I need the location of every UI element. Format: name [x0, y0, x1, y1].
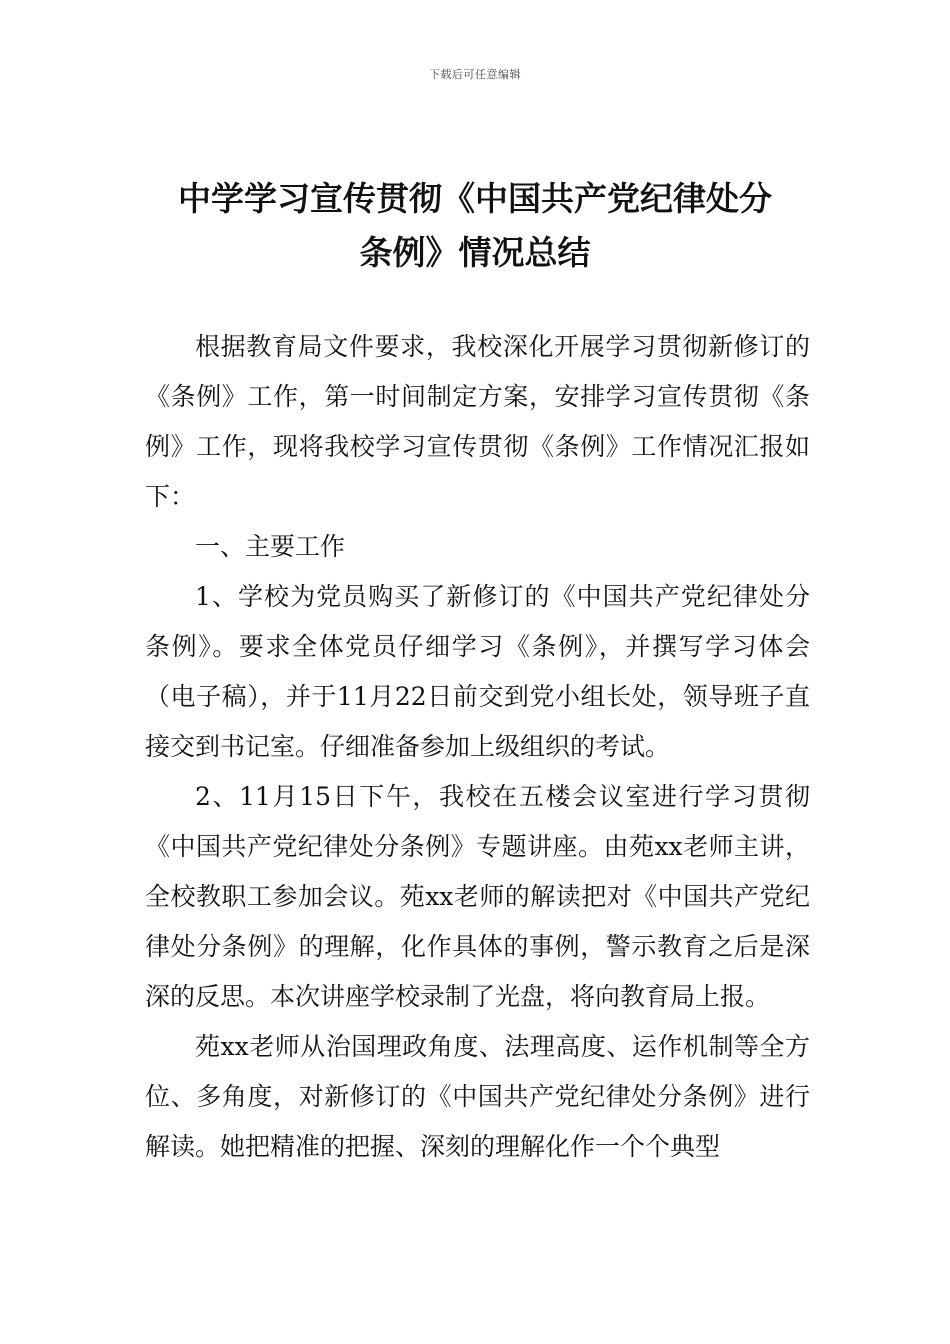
title-line-1: 中学学习宣传贯彻《中国共产党纪律处分 [178, 179, 772, 218]
document-body [145, 322, 810, 1172]
header-note: 下载后可任意编辑 [429, 68, 521, 81]
document-title [120, 172, 830, 280]
paragraph-lecture-detail: 苑xx老师从治国理政角度、法理高度、运作机制等全方位、多角度，对新修订的《中国共产党纪律处分条例》进行解读。她把精准的把握、深刻的理解化作一个个典型 [145, 1032, 810, 1161]
paragraph-item-2: 2、11月15日下午，我校在五楼会议室进行学习贯彻《中国共产党纪律处分条例》专题讲座。由苑xx老师主讲，全校教职工参加会议。苑xx老师的解读把对《中国共产党纪律处分条例》的理解，化作具体的事例，警示教育之后是深深的反思。本次讲座学校录制了光盘，将向教育局上报。 [145, 782, 810, 1011]
title-line-2: 条例》情况总结 [359, 233, 591, 272]
paragraph-item-1: 1、学校为党员购买了新修订的《中国共产党纪律处分条例》。要求全体党员仔细学习《条例》，并撰写学习体会（电子稿），并于11月22日前交到党小组长处，领导班子直接交到书记室。仔细准备参加上级组织的考试。 [145, 582, 810, 761]
section-heading-main-work: 一、主要工作 [195, 532, 346, 561]
paragraph-intro: 根据教育局文件要求，我校深化开展学习贯彻新修订的《条例》工作，第一时间制定方案，安排学习宣传贯彻《条例》工作，现将我校学习宣传贯彻《条例》工作情况汇报如下： [145, 332, 810, 511]
